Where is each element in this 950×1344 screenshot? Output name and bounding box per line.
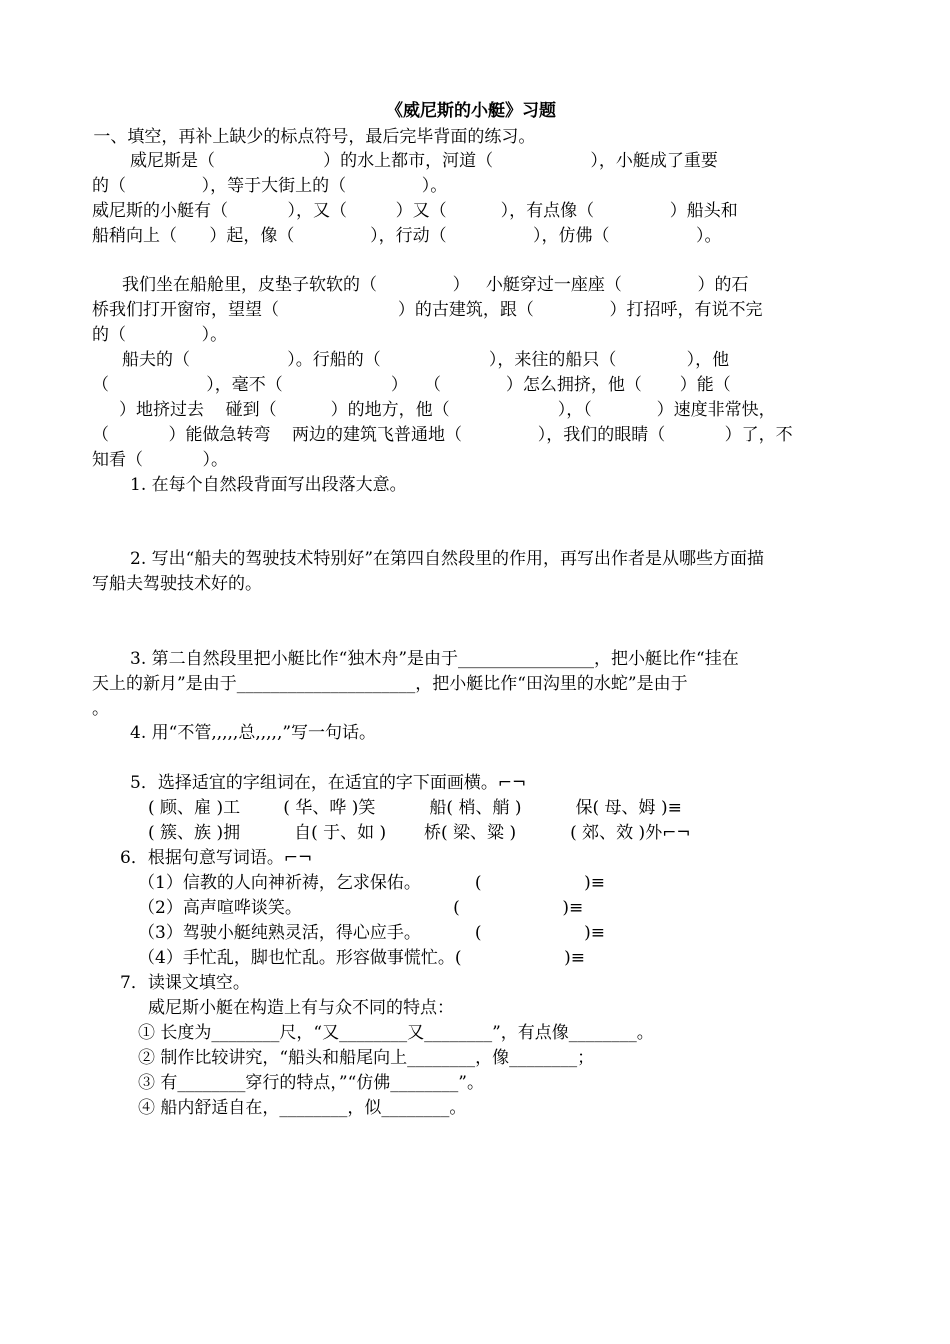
page-title: 《威尼斯的小艇》习题 <box>386 101 556 121</box>
word-choice-row: ( 簇、族 )拥 自( 于、如 ) 桥( 梁、粱 ) ( 郊、效 )外⌐¬ <box>148 823 691 843</box>
text-line: 写船夫驾驶技术好的。 <box>92 574 262 594</box>
text-line: 的（ ），等于大街上的（ ）。 <box>92 176 448 196</box>
fill-item: ① 长度为________尺，“又________又________”，有点像________。 <box>138 1023 654 1043</box>
section-heading: 一、填空，再补上缺少的标点符号，最后完毕背面的练习。 <box>88 127 536 147</box>
text-line: 威尼斯的小艇有（ ），又（ ）又（ ），有点像（ ）船头和 <box>92 201 738 221</box>
question-5: 5．选择适宜的字组词在，在适宜的字下面画横。⌐¬ <box>130 773 527 793</box>
question-4: 4. 用“不管,,,,,总,,,,,”写一句话。 <box>130 723 377 743</box>
fill-item: ③ 有________穿行的特点，”“仿佛________”。 <box>138 1073 484 1093</box>
definition-item: （4）手忙乱，脚也忙乱。形容做事慌忙。( )≡ <box>138 948 585 968</box>
text-line: 船夫的（ ）。行船的（ ），来往的船只（ ），他 <box>122 350 730 370</box>
definition-item: （3）驾驶小艇纯熟灵活，得心应手。 ( )≡ <box>138 923 606 943</box>
text-line: 桥我们打开窗帘，望望（ ）的古建筑，跟（ ）打招呼，有说不完 <box>92 300 763 320</box>
text-line: 天上的新月”是由于_____________________，把小艇比作“田沟里的水蛇”是由于 <box>92 674 688 694</box>
text-line: （ ），毫不（ ） （ ）怎么拥挤，他（ ）能（ <box>92 375 731 395</box>
text-line: （ ）能做急转弯 两边的建筑飞普通地（ ），我们的眼睛（ ）了，不 <box>92 425 793 445</box>
definition-item: （1）信教的人向神祈祷，乞求保佑。 ( )≡ <box>138 873 606 893</box>
text-line: 威尼斯是（ ）的水上都市，河道（ ），小艇成了重要 <box>130 151 718 171</box>
text-line: 我们坐在船舱里，皮垫子软软的（ ） 小艇穿过一座座（ ）的石 <box>122 275 749 295</box>
question-3: 3. 第二自然段里把小艇比作“独木舟”是由于________________，把小艇比作“挂在 <box>130 649 739 669</box>
question-7: 7．读课文填空。 <box>120 973 250 993</box>
text-line: ）地挤过去 碰到（ ）的地方，他（ ），（ ）速度非常快， <box>92 400 776 420</box>
fill-item: ④ 船内舒适自在，________，似________。 <box>138 1098 467 1118</box>
text-line: 。 <box>92 699 109 719</box>
text-line: 船稍向上（ ）起，像（ ），行动（ ），仿佛（ ）。 <box>92 226 722 246</box>
question-2: 2. 写出“船夫的驾驶技术特别好”在第四自然段里的作用，再写出作者是从哪些方面描 <box>130 549 765 569</box>
question-6: 6．根据句意写词语。⌐¬ <box>120 848 313 868</box>
question-1: 1. 在每个自然段背面写出段落大意。 <box>130 475 407 495</box>
text-line: 威尼斯小艇在构造上有与众不同的特点： <box>148 998 454 1018</box>
word-choice-row: ( 顾、雇 )工 ( 华、哗 )笑 船( 梢、艄 ) 保( 母、姆 )≡ <box>148 798 682 818</box>
text-line: 知看（ ）。 <box>92 450 228 470</box>
definition-item: （2）高声喧哗谈笑。 ( )≡ <box>138 898 584 918</box>
fill-item: ② 制作比较讲究，“船头和船尾向上________，像________； <box>138 1048 595 1068</box>
text-line: 的（ ）。 <box>92 325 228 345</box>
